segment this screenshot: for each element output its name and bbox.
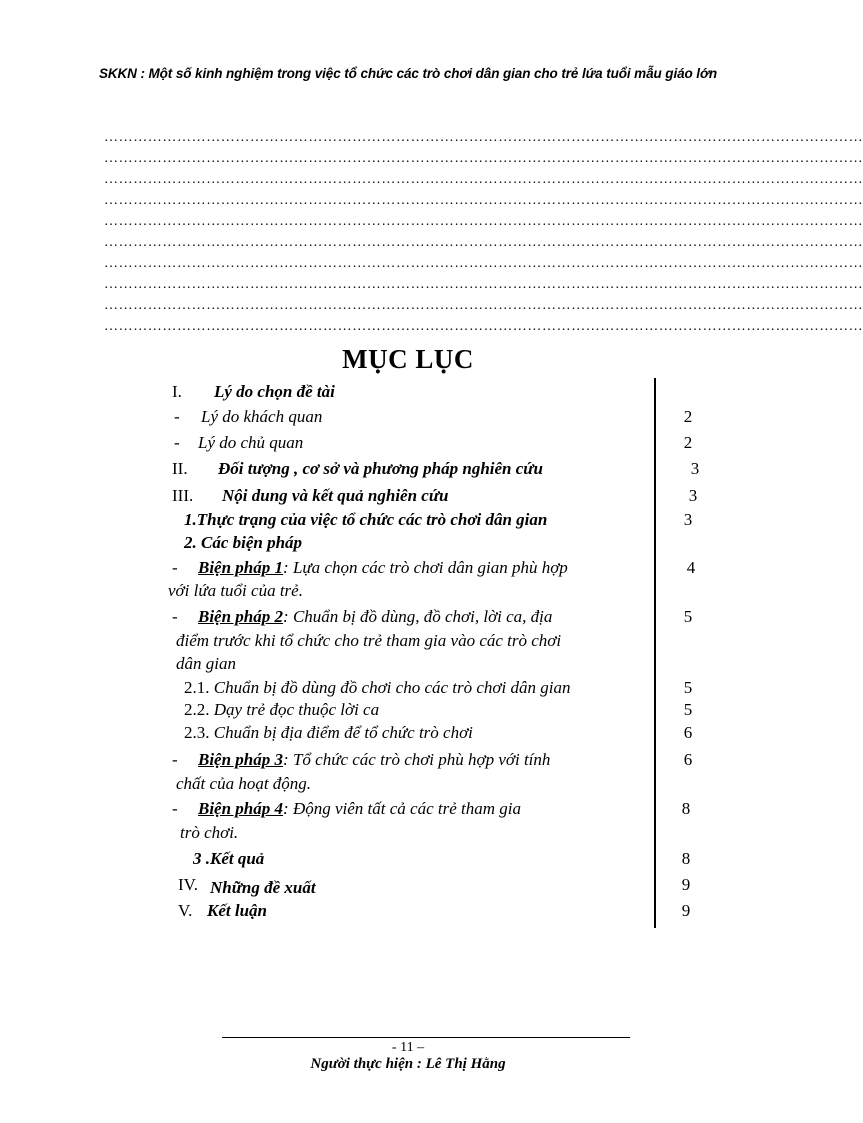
toc-item: Lý do chủ quan (198, 433, 304, 452)
dotted-line: ………………………………………………………………………………………………………………………………………… (104, 214, 863, 229)
toc-item: Chuẩn bị địa điểm để tổ chức trò chơi (213, 723, 473, 742)
toc-page-number: 6 (683, 750, 693, 769)
toc-heading: Lý do chọn đề tài (214, 382, 335, 401)
dotted-line: ………………………………………………………………………………………………………………………………………… (104, 319, 863, 334)
toc-dash: - (174, 433, 180, 452)
measure-label: Biện pháp 4 (198, 799, 284, 818)
toc-subheading: 3 .Kết quả (193, 849, 265, 868)
toc-item-continued: với lứa tuổi của trẻ. (168, 581, 303, 600)
dotted-line: ………………………………………………………………………………………………………………………………………… (104, 235, 863, 250)
page-number: - 11 – (391, 1040, 425, 1055)
toc-page-number: 4 (686, 558, 696, 577)
toc-page-number: 9 (681, 875, 691, 894)
sub-number: 2.1. (184, 678, 210, 697)
measure-label: Biện pháp 2 (198, 607, 284, 626)
toc-item: Lý do khách quan (201, 407, 323, 426)
dotted-line: ………………………………………………………………………………………………………………………………………… (104, 130, 863, 145)
toc-label: IV. (178, 875, 198, 894)
toc-item-continued: trò chơi. (180, 823, 239, 842)
toc-dash: - (174, 407, 180, 426)
toc-item: : Chuẩn bị đồ dùng, đồ chơi, lời ca, địa (283, 607, 553, 626)
dotted-line: ………………………………………………………………………………………………………………………………………… (104, 151, 863, 166)
toc-heading: Kết luận (207, 901, 267, 920)
toc-dash: - (172, 558, 178, 577)
toc-heading: Đối tượng , cơ sở và phương pháp nghiên cứu (218, 459, 543, 478)
dotted-line: ………………………………………………………………………………………………………………………………………… (104, 193, 863, 208)
toc-page-number: 8 (681, 799, 691, 818)
toc-heading: Nội dung và kết quả nghiên cứu (222, 486, 449, 505)
toc-dash: - (172, 799, 178, 818)
measure-label: Biện pháp 3 (198, 750, 284, 769)
toc-page-number: 9 (681, 901, 691, 920)
page-header: SKKN : Một số kinh nghiệm trong việc tổ chức các trò chơi dân gian cho trẻ lứa tuổi mẫu giáo lớn (98, 66, 718, 81)
toc-label: II. (172, 459, 188, 478)
toc-item: : Lựa chọn các trò chơi dân gian phù hợp (283, 558, 568, 577)
toc-item: : Động viên tất cả các trẻ tham gia (283, 799, 521, 818)
toc-item: : Tổ chức các trò chơi phù hợp với tính (283, 750, 551, 769)
toc-label: V. (178, 901, 193, 920)
toc-page-number: 5 (683, 678, 693, 697)
toc-page-number: 6 (683, 723, 693, 742)
toc-subheading: 1.Thực trạng của việc tổ chức các trò chơi dân gian (184, 510, 548, 529)
footer-author: Người thực hiện : Lê Thị Hằng (310, 1056, 506, 1072)
toc-heading: Những đề xuất (210, 878, 316, 897)
sub-number: 2.3. (184, 723, 210, 742)
dotted-line: ………………………………………………………………………………………………………………………………………… (104, 277, 863, 292)
dotted-line: ………………………………………………………………………………………………………………………………………… (104, 256, 863, 271)
sub-number: 2.2. (184, 700, 210, 719)
toc-item-continued: chất của hoạt động. (176, 774, 312, 793)
dotted-line: ………………………………………………………………………………………………………………………………………… (104, 298, 863, 313)
toc-page-number: 8 (681, 849, 691, 868)
toc-title: MỤC LỤC (342, 344, 474, 374)
toc-dash: - (172, 750, 178, 769)
measure-label: Biện pháp 1 (198, 558, 284, 577)
toc-subheading: 2. Các biện pháp (184, 533, 303, 552)
toc-label: I. (172, 382, 182, 401)
toc-page-number: 2 (683, 407, 693, 426)
toc-dash: - (172, 607, 178, 626)
toc-page-number: 5 (683, 700, 693, 719)
toc-item-continued: dân gian (176, 654, 236, 673)
footer-rule (222, 1037, 630, 1038)
toc-page-number: 3 (683, 510, 693, 529)
toc-divider (654, 378, 656, 928)
toc-item-continued: điểm trước khi tổ chức cho trẻ tham gia vào các trò chơi (176, 631, 562, 650)
toc-page-number: 3 (690, 459, 700, 478)
toc-page-number: 5 (683, 607, 693, 626)
toc-item: Dạy trẻ đọc thuộc lời ca (213, 700, 380, 719)
toc-page-number: 2 (683, 433, 693, 452)
toc-page-number: 3 (688, 486, 698, 505)
toc-item: Chuẩn bị đồ dùng đồ chơi cho các trò chơi dân gian (213, 678, 571, 697)
toc-label: III. (172, 486, 194, 505)
dotted-line: ………………………………………………………………………………………………………………………………………… (104, 172, 863, 187)
